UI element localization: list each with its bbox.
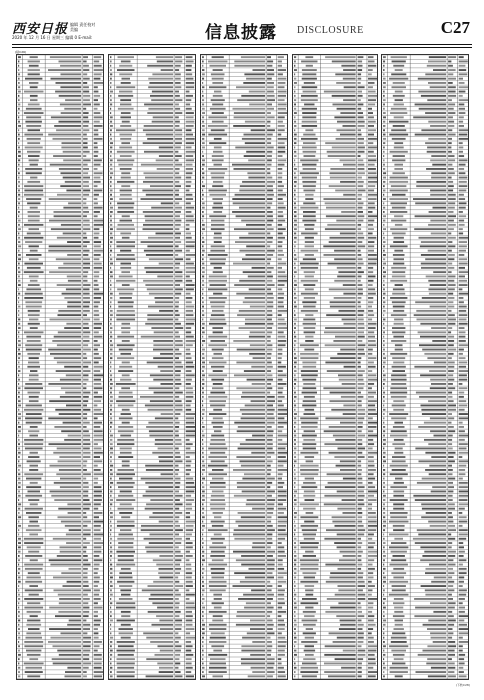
fund-table-column-3: [200, 54, 288, 680]
masthead-rule-thick: [12, 44, 472, 45]
section-title-cn: 信息披露: [205, 23, 277, 43]
continued-on-tag: (下转C28): [455, 683, 470, 687]
continued-from-tag: (续C26): [15, 50, 27, 54]
fund-table-4: [292, 54, 378, 680]
dateline: 2020 年 12 月 16 日 星期三 编辑 0 E-mail:: [12, 35, 93, 40]
newspaper-logo: 西安日报: [12, 22, 69, 37]
masthead-editors: [70, 22, 95, 32]
fund-table-5: [381, 54, 469, 680]
fund-table-2: [108, 54, 196, 680]
page-number: C27: [440, 18, 470, 37]
masthead-editors-line1: 编辑 责任校对: [70, 22, 96, 27]
fund-table-1: [16, 54, 104, 680]
fund-table-column-2: [108, 54, 196, 680]
fund-table-column-5: [381, 54, 469, 680]
fund-table-column-4: [292, 54, 378, 680]
table-texture: [109, 55, 196, 680]
fund-table-column-1: [16, 54, 104, 680]
table-texture: [201, 55, 288, 680]
table-texture: [382, 55, 469, 680]
fund-table-3: [200, 54, 288, 680]
table-texture: [17, 55, 104, 680]
masthead-editors-line2: 美编: [70, 27, 78, 32]
masthead-rule-thin: [12, 47, 472, 48]
table-texture: [293, 55, 378, 680]
section-title-en: DISCLOSURE: [297, 25, 364, 36]
